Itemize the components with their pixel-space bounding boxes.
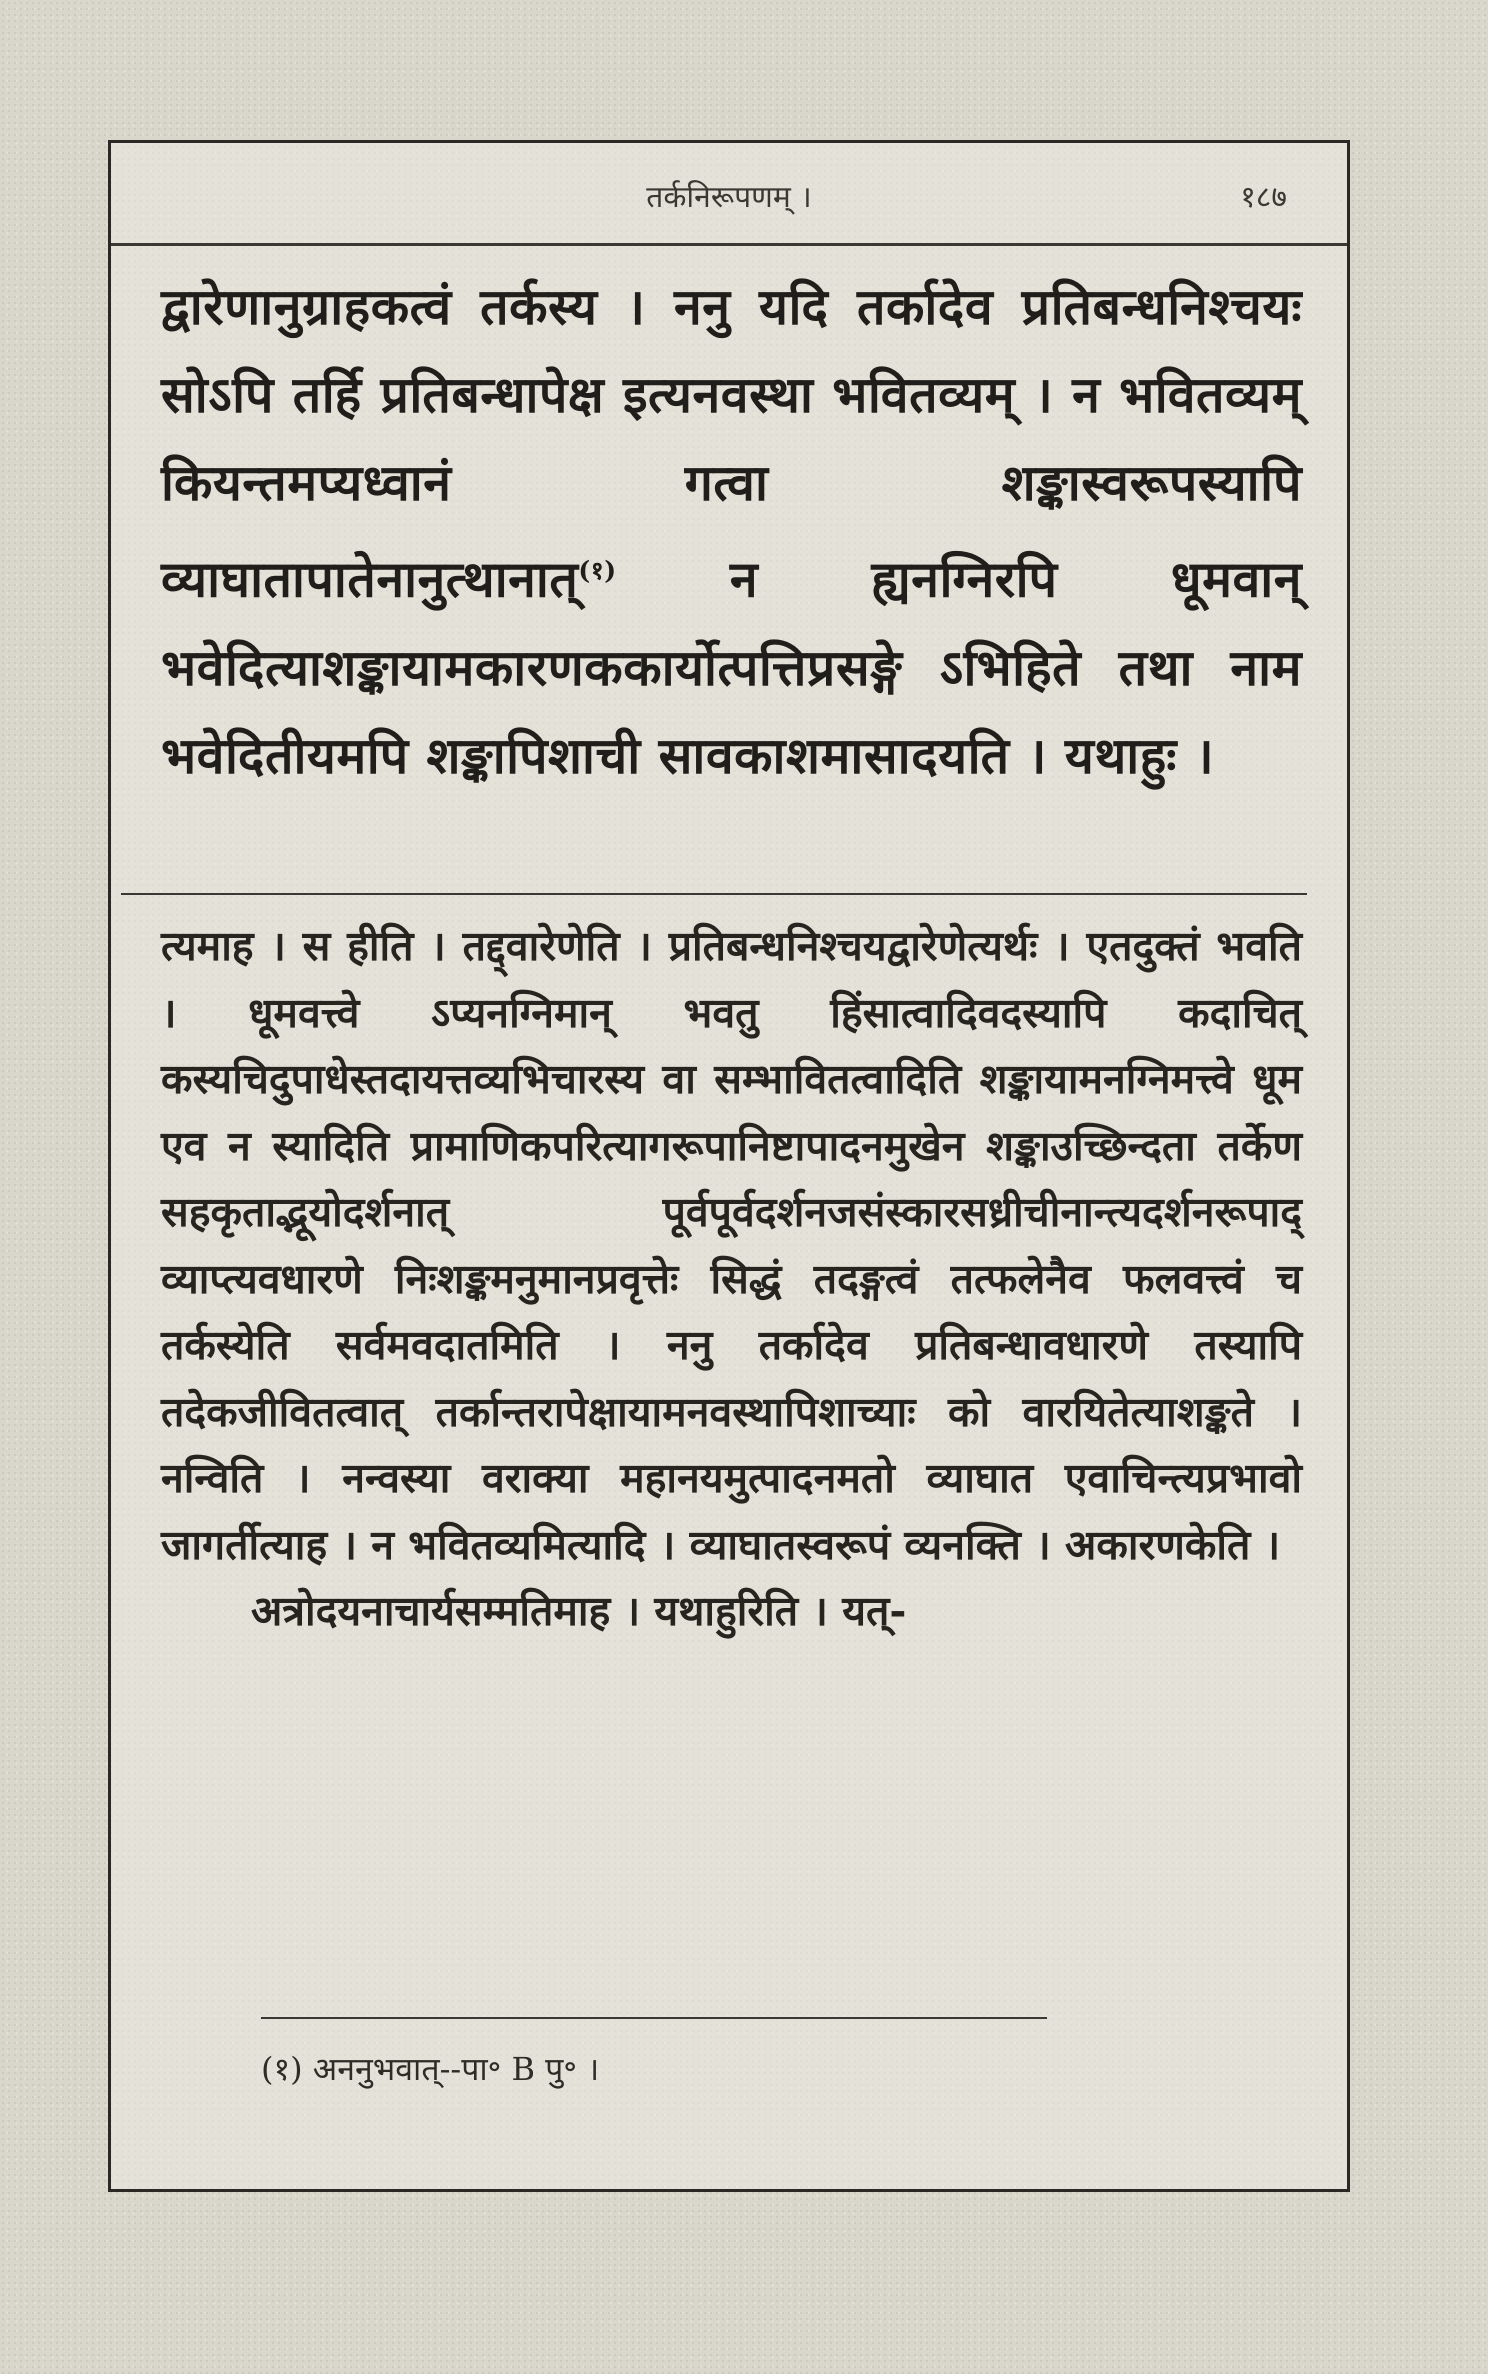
commentary-paragraph-1: त्यमाह । स हीति । तद्द्वारेणेति । प्रतिबन्धनिश्चयद्वारेणेत्यर्थः । एतदुक्तं भवति । धूमवत्त्वे ऽप्यनग्निमान् भवतु हिंसात्वादिवदस्यापि कदाचित् कस्यचिदुपाधेस्तदायत्तव्यभिचारस्य वा सम्भावितत्वादिति शङ्कायामनग्निमत्त्वे धूम एव न स्यादिति प्रामाणिकपरित्यागरूपानिष्टापादनमुखेन शङ्काउच्छिन्दता तर्केण सहकृताद्भूयोदर्शनात् पूर्वपूर्वदर्शनजसंस्कारसध्रीचीनान्त्यदर्शनरूपाद् व्याप्त्यवधारणे निःशङ्कमनुमानप्रवृत्तेः सिद्धं तदङ्गत्वं तत्फलेनैव फलवत्त्वं च तर्कस्येति सर्वमवदातमिति । ननु तर्कादेव प्रतिबन्धावधारणे तस्यापि तदेकजीवितत्वात् तर्कान्तरापेक्षायामनवस्थापिशाच्याः को वारयितेत्याशङ्कते । नन्विति । नन्वस्या वराक्या महानयमुत्पादनमतो व्याघात एवाचिन्त्यप्रभावो जागर्तीत्याह । न भवितव्यमित्यादि । व्याघातस्वरूपं व्यनक्ति । अकारणकेति । bbox=[161, 922, 1302, 1569]
main-text-paragraph bbox=[161, 263, 1302, 800]
commentary-paragraph-2: अत्रोदयनाचार्यसम्मतिमाह । यथाहुरिति । यत्- bbox=[251, 1587, 907, 1635]
page bbox=[108, 140, 1350, 2192]
commentary bbox=[161, 913, 1302, 1645]
footnote-marker: (१) bbox=[578, 556, 617, 585]
main-text-before-marker: द्वारेणानुग्राहकत्वं तर्कस्य । ननु यदि तर्कादेव प्रतिबन्धनिश्चयः सोऽपि तर्हि प्रतिबन्धापेक्ष इत्यनवस्था भवितव्यम् । न भवितव्यम् कियन्तमप्यध्वानं गत्वा शङ्कास्वरूपस्यापि व्याघातापातेनानुत्थानात् bbox=[161, 277, 1302, 609]
page-header bbox=[111, 165, 1347, 225]
page-number: १८७ bbox=[1240, 180, 1287, 215]
footnote: (१) अननुभवात्--पा॰ B पु॰ । bbox=[261, 2050, 600, 2088]
footnote-rule bbox=[261, 2017, 1047, 2019]
main-text-after-marker: न ह्यनग्निरपि धूमवान् भवेदित्याशङ्कायामकारणककार्योत्पत्तिप्रसङ्गे ऽभिहिते तथा नाम भवेदितीयमपि शङ्कापिशाची सावकाशमासादयति । यथाहुः । bbox=[161, 549, 1302, 785]
header-rule bbox=[111, 243, 1347, 246]
main-text bbox=[161, 263, 1302, 800]
running-head: तर्कनिरूपणम् । bbox=[646, 180, 812, 215]
commentary-rule bbox=[121, 893, 1307, 895]
